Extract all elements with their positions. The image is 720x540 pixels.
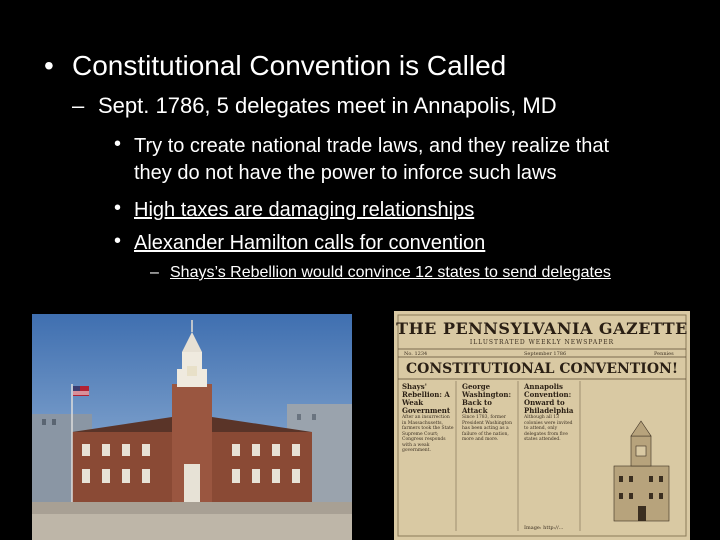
- gazette-column-1: [402, 383, 454, 454]
- bullet-level2: [72, 93, 557, 119]
- taxes-link[interactable]: High taxes are damaging relationships: [134, 199, 475, 221]
- gazette-issue: No. 1234: [404, 351, 428, 357]
- bullet-text: Constitutional Convention is Called: [72, 50, 507, 81]
- bullet-level4: [150, 264, 611, 282]
- bullet-text-line2: they do not have the power to inforce such laws: [134, 162, 557, 184]
- bullet-dot: •: [114, 133, 122, 155]
- shays-link[interactable]: Shays’s Rebellion would convince 12 states to send delegates: [170, 264, 611, 281]
- bullet-text: Sept. 1786, 5 delegates meet in Annapolis, MD: [98, 93, 557, 118]
- bullet-dot: •: [114, 197, 122, 219]
- bullet-dot: •: [114, 230, 122, 252]
- column-heading: Annapolis Convention: Onward to Philadelphia: [524, 382, 574, 415]
- column-body: After an insurrection in Massachusetts, farmers took the State Supreme Court; Congress responds with a weak government.: [402, 415, 454, 453]
- bullet-dash: –: [72, 93, 85, 118]
- independence-hall-photo: [32, 314, 352, 540]
- gazette-footer: Image: http://...: [524, 525, 564, 531]
- column-heading: Shays' Rebellion: A Weak Government: [402, 382, 451, 415]
- gazette-headline: CONSTITUTIONAL CONVENTION!: [406, 361, 678, 377]
- gazette-date: September 1786: [524, 351, 567, 357]
- gazette-column-2: [462, 383, 516, 443]
- column-body: Since 1783, former President Washington has been acting as a failure of the nation, more and more.: [462, 415, 513, 442]
- hamilton-link[interactable]: Alexander Hamilton calls for convention: [134, 232, 486, 254]
- pennsylvania-gazette-image: [394, 311, 690, 540]
- gazette-masthead: THE PENNSYLVANIA GAZETTE: [396, 319, 688, 338]
- gazette-column-3: [524, 383, 578, 443]
- bullet-text-line1: Try to create national trade laws, and they realize that: [134, 135, 610, 157]
- gazette-subtitle: ILLUSTRATED WEEKLY NEWSPAPER: [469, 339, 615, 346]
- gazette-price: Pennies: [654, 351, 674, 357]
- column-heading: George Washington: Back to Attack: [462, 382, 512, 415]
- bullet-dot: •: [44, 50, 54, 81]
- column-body: Although all 13 colonies were invited to attend, only delegates from five states attended.: [524, 415, 573, 442]
- bullet-dash: –: [150, 264, 159, 281]
